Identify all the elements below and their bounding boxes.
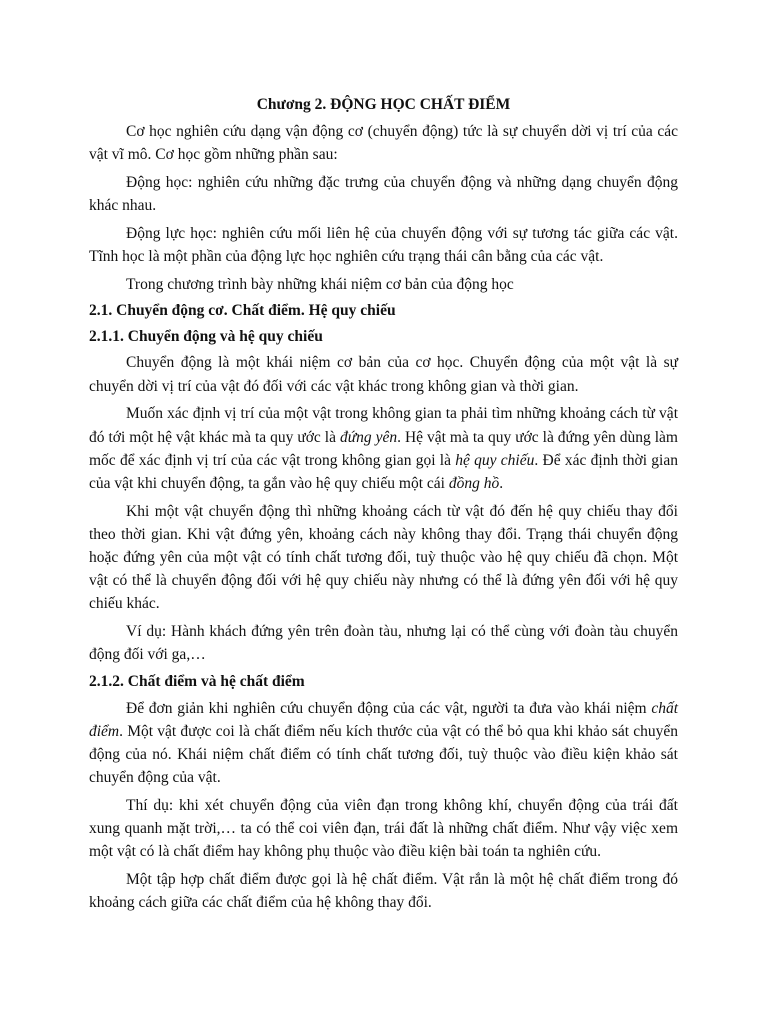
intro-paragraph-1: Cơ học nghiên cứu dạng vận động cơ (chuyển động) tức là sự chuyển dời vị trí của các vật vĩ mô. Cơ học gồm những phần sau: [89, 123, 678, 164]
text-run: . Hệ vật mà ta quy ước là đứng yên dùng làm mốc để xác định vị trí của các vật trong không gian gọi là [89, 428, 678, 469]
section-heading-2-1-2: 2.1.2. Chất điểm và hệ chất điểm [89, 673, 305, 691]
text-run: . Để xác định thời gian của vật khi chuyển động, ta gắn vào hệ quy chiếu một cái [89, 451, 678, 492]
text-run: . Một vật được coi là chất điểm nếu kích thước của vật có thể bỏ qua khi khảo sát chuyển động của nó. Khái niệm chất điểm có tính chất tương đối, tuỳ thuộc vào điều kiện khảo sát chuyển động của vật. [89, 722, 678, 787]
italic-term-reference-frame: hệ quy chiếu [455, 451, 535, 469]
italic-term-clock: đồng hồ [448, 474, 500, 492]
paragraph-reference-frame [89, 402, 678, 495]
paragraph-relative-motion: Khi một vật chuyển động thì những khoảng cách từ vật đó đến hệ quy chiếu thay đổi theo thời gian. Khi vật đứng yên, khoảng cách này không thay đổi. Trạng thái chuyển động hoặc đứng yên của một vật có tính chất tương đối, tuỳ thuộc vào hệ quy chiếu đã chọn. Một vật có thể là chuyển động đối với hệ quy chiếu này nhưng có thể là đứng yên đối với hệ quy chiếu khác. [89, 502, 678, 613]
paragraph-material-point [89, 697, 678, 790]
paragraph-example-bullet: Thí dụ: khi xét chuyển động của viên đạn trong không khí, chuyển động của trái đất xung quanh mặt trời,… ta có thể coi viên đạn, trái đất là những chất điểm. Như vậy việc xem một vật có là chất điểm hay không phụ thuộc vào điều kiện bài toán ta nghiên cứu. [89, 796, 678, 861]
italic-term-stationary: đứng yên [339, 428, 398, 446]
paragraph-example-train: Ví dụ: Hành khách đứng yên trên đoàn tàu, nhưng lại có thể cùng với đoàn tàu chuyển động đối với ga,… [89, 623, 678, 664]
text-run: Để đơn giản khi nghiên cứu chuyển động của các vật, người ta đưa vào khái niệm [126, 699, 652, 717]
section-heading-2-1: 2.1. Chuyển động cơ. Chất điểm. Hệ quy chiếu [89, 302, 396, 320]
paragraph-motion-definition: Chuyển động là một khái niệm cơ bản của cơ học. Chuyển động của một vật là sự chuyển dời vị trí của vật đó đối với các vật khác trong không gian và thời gian. [89, 354, 678, 395]
text-run: . [499, 474, 504, 492]
chapter-title: Chương 2. ĐỘNG HỌC CHẤT ĐIỂM [256, 96, 511, 113]
intro-paragraph-4: Trong chương trình bày những khái niệm cơ bản của động học [126, 275, 514, 293]
italic-term-material-point: chất điểm [89, 699, 678, 740]
document-page [89, 94, 678, 919]
intro-paragraph-3: Động lực học: nghiên cứu mối liên hệ của chuyển động với sự tương tác giữa các vật. Tĩnh học là một phần của động lực học nghiên cứu trạng thái cân bằng của các vật. [89, 224, 678, 266]
intro-paragraph-2: Động học: nghiên cứu những đặc trưng của chuyển động và những dạng chuyển động khác nhau. [89, 173, 678, 215]
section-heading-2-1-1: 2.1.1. Chuyển động và hệ quy chiếu [89, 327, 323, 345]
paragraph-system-of-points: Một tập hợp chất điểm được gọi là hệ chất điểm. Vật rắn là một hệ chất điểm trong đó khoảng cách giữa các chất điểm của hệ không thay đổi. [89, 870, 678, 912]
text-run: Muốn xác định vị trí của một vật trong không gian ta phải tìm những khoảng cách từ vật đó tới một hệ vật khác mà ta quy ước là [89, 405, 678, 446]
